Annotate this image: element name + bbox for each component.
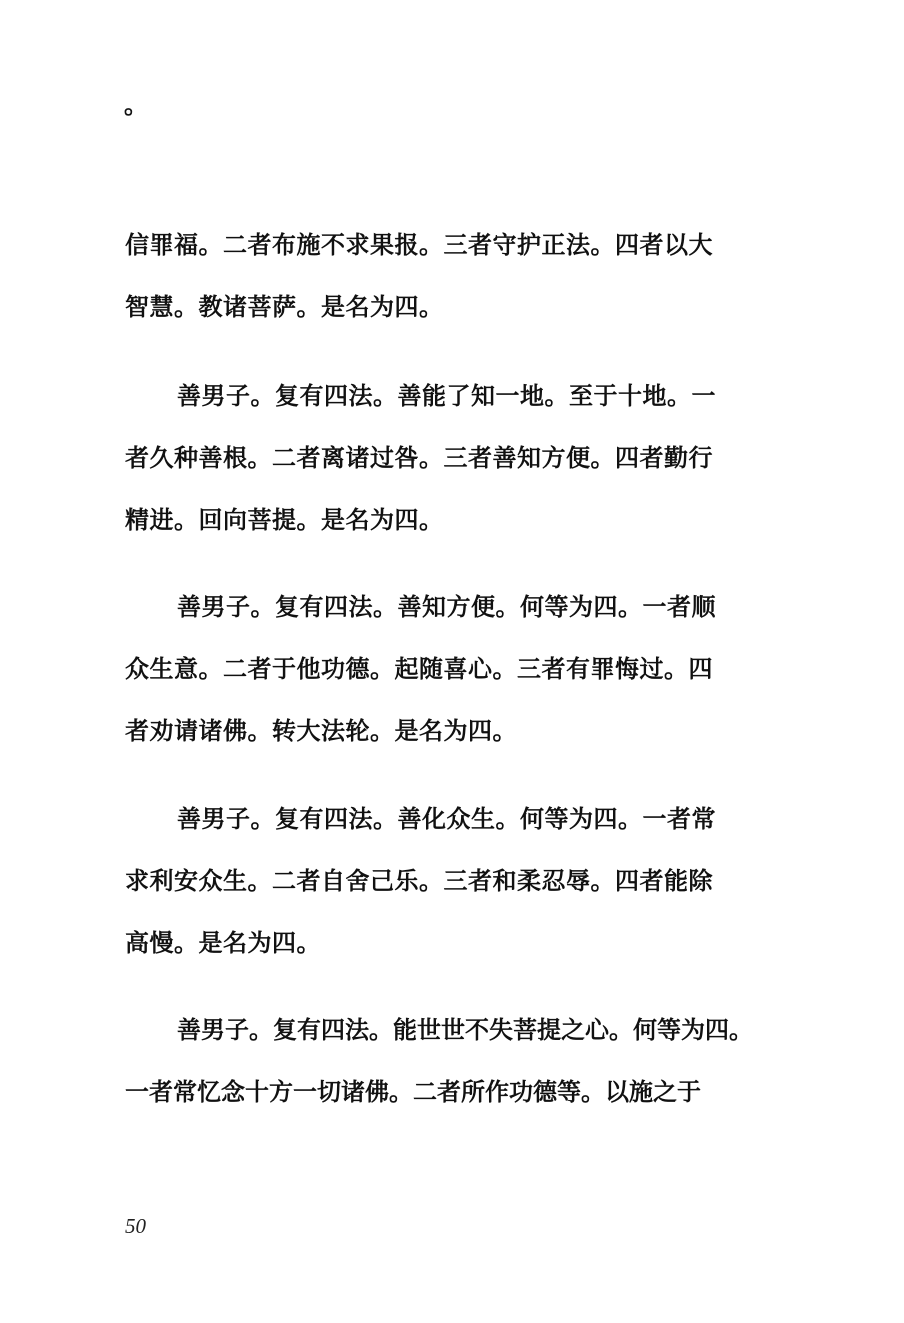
paragraph-4	[125, 788, 730, 974]
paragraph-5	[125, 999, 753, 1123]
paragraph-line: 求利安众生。二者自舍己乐。三者和柔忍辱。四者能除	[125, 866, 713, 895]
paragraph-2	[125, 365, 730, 551]
paragraph-1	[125, 214, 730, 338]
paragraph-3	[125, 576, 730, 762]
paragraph-line: 信罪福。二者布施不求果报。三者守护正法。四者以大	[125, 230, 713, 259]
paragraph-line: 众生意。二者于他功德。起随喜心。三者有罪悔过。四	[125, 654, 713, 683]
paragraph-line: 一者常忆念十方一切诸佛。二者所作功德等。以施之于	[125, 1077, 701, 1106]
paragraph-line: 善男子。复有四法。善知方便。何等为四。一者顺	[177, 592, 716, 621]
paragraph-line: 善男子。复有四法。能世世不失菩提之心。何等为四。	[177, 1015, 753, 1044]
opening-punctuation: 。	[124, 90, 148, 119]
paragraph-line: 善男子。复有四法。善能了知一地。至于十地。一	[177, 381, 716, 410]
paragraph-line: 精进。回向菩提。是名为四。	[125, 505, 444, 534]
page-number: 50	[125, 1214, 146, 1238]
paragraph-line: 善男子。复有四法。善化众生。何等为四。一者常	[177, 804, 716, 833]
paragraph-line: 者劝请诸佛。转大法轮。是名为四。	[125, 716, 517, 745]
paragraph-line: 智慧。教诸菩萨。是名为四。	[125, 292, 444, 321]
paragraph-line: 高慢。是名为四。	[125, 928, 321, 957]
paragraph-line: 者久种善根。二者离诸过咎。三者善知方便。四者勤行	[125, 443, 713, 472]
